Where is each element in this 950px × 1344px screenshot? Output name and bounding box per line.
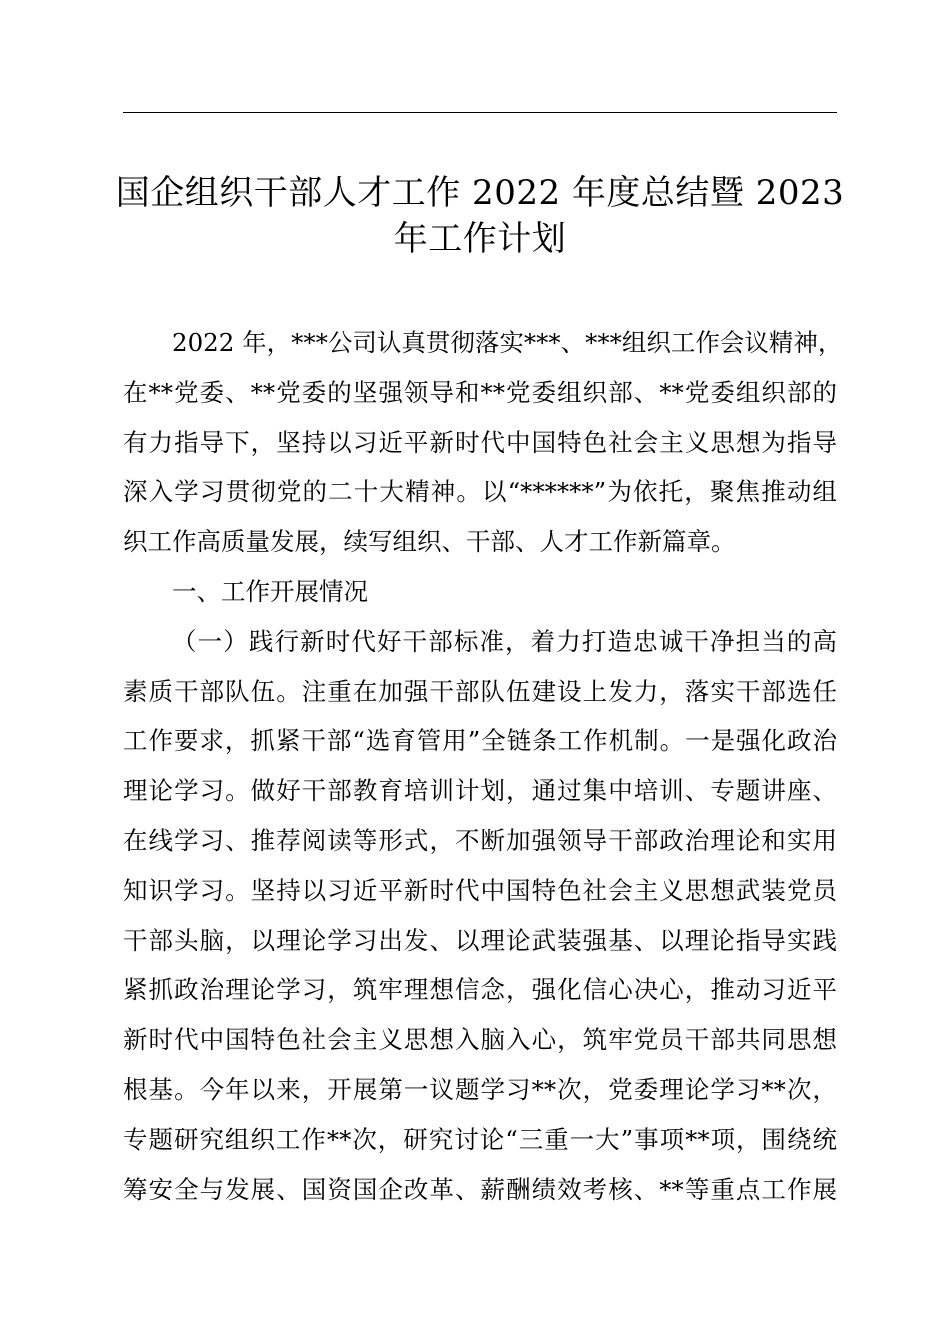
paragraph-line: 2022 年，***公司认真贯彻落实***、***组织工作会议精神， (172, 328, 843, 357)
paragraph-line: 素质干部队伍。注重在加强干部队伍建设上发力，落实干部选任 (123, 676, 837, 706)
paragraph-line: 有力指导下，坚持以习近平新时代中国特色社会主义思想为指导 (123, 427, 837, 457)
paragraph-line: 筹安全与发展、国资国企改革、薪酬绩效考核、**等重点工作展 (123, 1174, 837, 1204)
paragraph-line: 紧抓政治理论学习，筑牢理想信念，强化信心决心，推动习近平 (123, 975, 837, 1005)
title-line: 年工作计划 (393, 219, 567, 259)
document-title (110, 170, 850, 262)
paragraph-line: 知识学习。坚持以习近平新时代中国特色社会主义思想武装党员 (123, 875, 837, 905)
paragraph-line: 根基。今年以来，开展第一议题学习**次，党委理论学习**次， (123, 1074, 837, 1104)
paragraph-line: 新时代中国特色社会主义思想入脑入心，筑牢党员干部共同思想 (123, 1025, 837, 1055)
paragraph-line: （一）践行新时代好干部标准，着力打造忠诚干净担当的高 (172, 626, 837, 656)
paragraph-line: 干部头脑，以理论学习出发、以理论武装强基、以理论指导实践 (123, 925, 837, 955)
paragraph-line: 织工作高质量发展，续写组织、干部、人才工作新篇章。 (123, 527, 736, 557)
header-rule (123, 112, 837, 113)
section-heading: 一、工作开展情况 (172, 576, 368, 606)
document-body (123, 318, 843, 1214)
paragraph-line: 专题研究组织工作**次，研究讨论“三重一大”事项**项，围绕统 (123, 1124, 837, 1154)
title-line: 国企组织干部人才工作 2022 年度总结暨 2023 (115, 173, 845, 213)
paragraph-line: 在**党委、**党委的坚强领导和**党委组织部、**党委组织部的 (123, 377, 837, 407)
paragraph-line: 工作要求，抓紧干部“选育管用”全链条工作机制。一是强化政治 (123, 726, 837, 756)
paragraph-line: 理论学习。做好干部教育培训计划，通过集中培训、专题讲座、 (123, 776, 837, 806)
paragraph-line: 深入学习贯彻党的二十大精神。以“******”为依托，聚焦推动组 (123, 477, 837, 507)
paragraph-line: 在线学习、推荐阅读等形式，不断加强领导干部政治理论和实用 (123, 825, 837, 855)
